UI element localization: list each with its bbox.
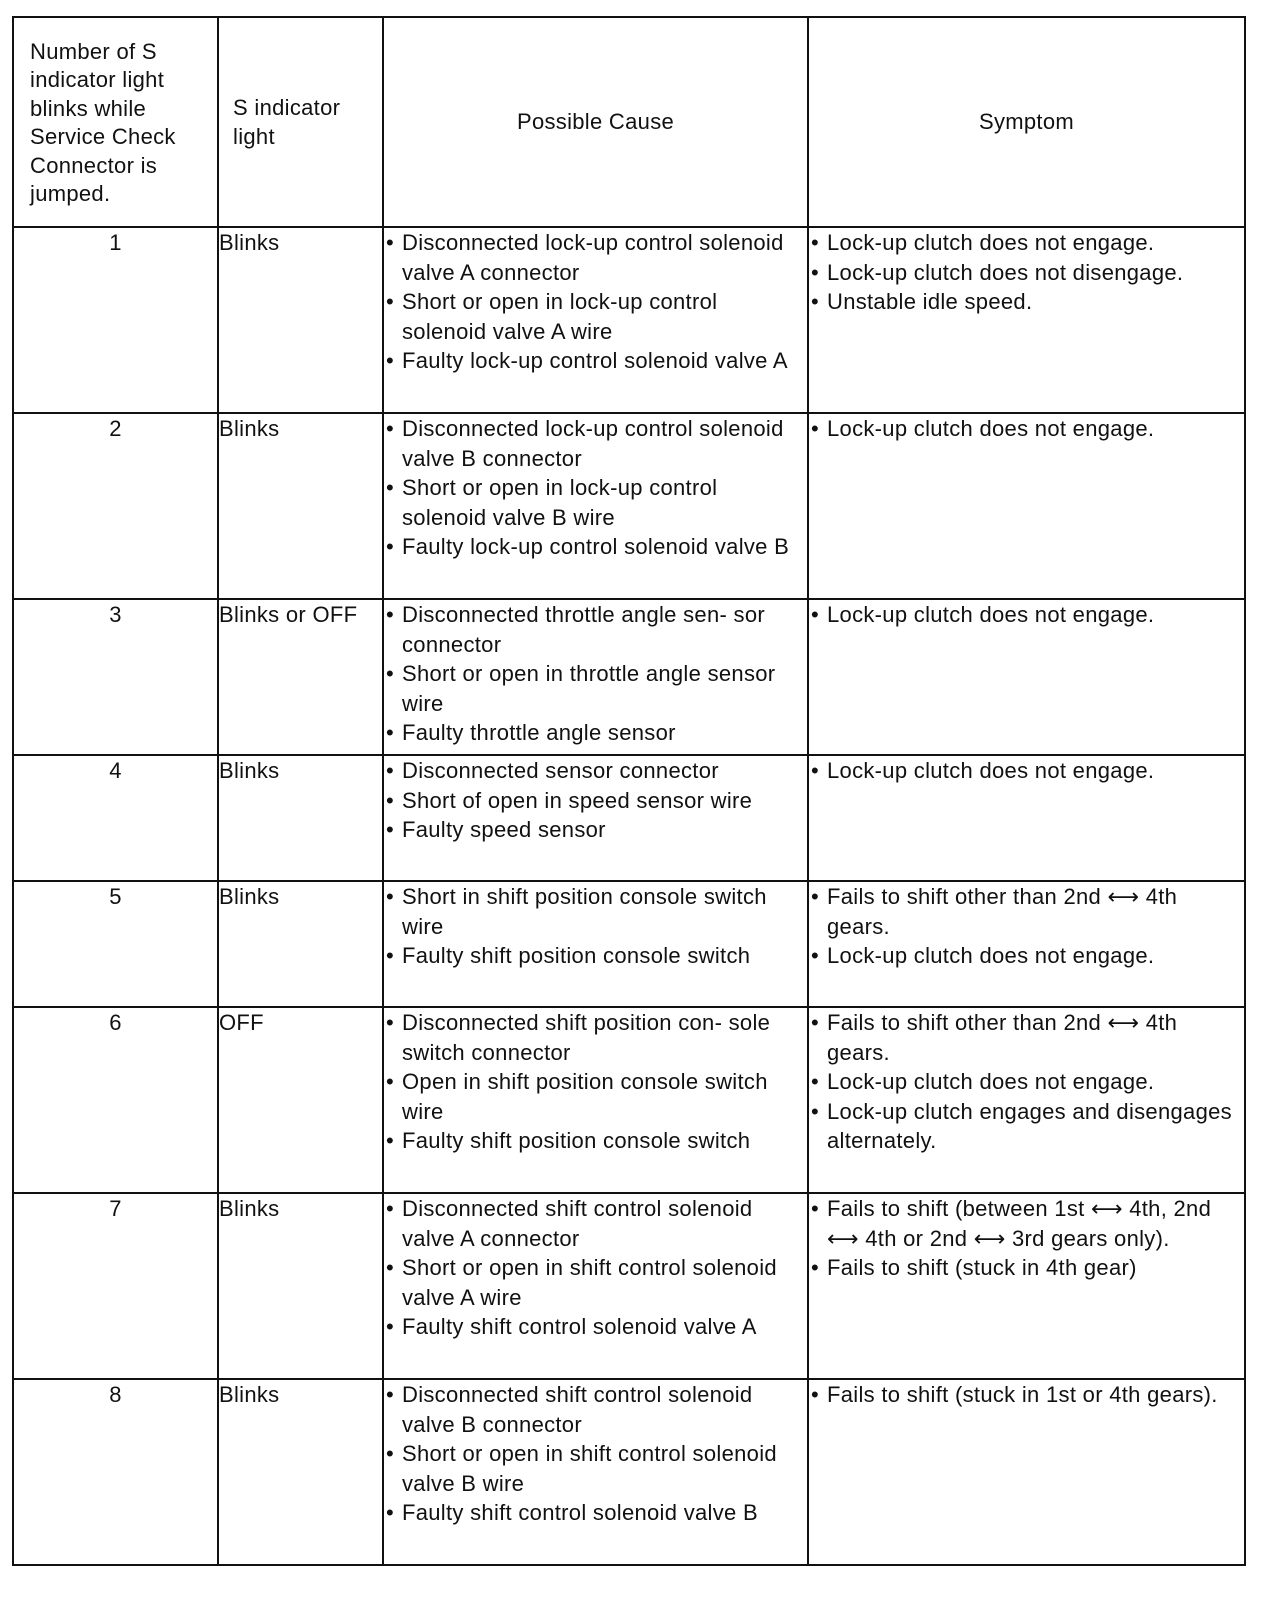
blink-count-cell: 6 (13, 1007, 218, 1193)
symptom-cell (808, 1007, 1245, 1193)
symptom-cell (808, 599, 1245, 755)
symptom-item: • Lock-up clutch does not engage. (809, 600, 1244, 630)
symptom-item: • Lock-up clutch does not engage. (809, 756, 1244, 786)
header-symptom: Symptom (808, 17, 1245, 227)
possible-cause-cell (383, 1379, 808, 1565)
cause-item: • Short or open in lock-up control solenoid valve A wire (384, 287, 807, 346)
symptom-cell (808, 755, 1245, 881)
cause-item: • Disconnected lock-up control solenoid valve A connector (384, 228, 807, 287)
cause-list (384, 1380, 807, 1528)
cause-item: • Faulty shift position console switch (384, 1126, 807, 1156)
cause-item: • Disconnected shift control solenoid valve A connector (384, 1194, 807, 1253)
table-row (13, 599, 1245, 755)
header-blink-count: Number of S indicator light blinks while Service Check Connector is jumped. (13, 17, 218, 227)
blink-count-cell: 7 (13, 1193, 218, 1379)
cause-item: • Faulty lock-up control solenoid valve A (384, 346, 807, 376)
possible-cause-cell (383, 755, 808, 881)
symptom-cell (808, 227, 1245, 413)
symptom-item: • Fails to shift (stuck in 1st or 4th gears). (809, 1380, 1244, 1410)
indicator-light-cell: Blinks (218, 881, 383, 1007)
table-body (13, 227, 1245, 1565)
indicator-light-cell: OFF (218, 1007, 383, 1193)
cause-item: • Disconnected shift control solenoid valve B connector (384, 1380, 807, 1439)
cause-item: • Faulty speed sensor (384, 815, 807, 845)
blink-count-cell: 3 (13, 599, 218, 755)
header-indicator-light: S indicator light (218, 17, 383, 227)
symptom-list (809, 600, 1244, 630)
symptom-item: • Fails to shift other than 2nd ⟷ 4th gears. (809, 882, 1244, 941)
cause-item: • Disconnected lock-up control solenoid valve B connector (384, 414, 807, 473)
cause-item: • Disconnected shift position con- sole switch connector (384, 1008, 807, 1067)
blink-count-cell: 4 (13, 755, 218, 881)
blink-count-cell: 1 (13, 227, 218, 413)
header-possible-cause: Possible Cause (383, 17, 808, 227)
symptom-list (809, 1380, 1244, 1410)
cause-item: • Short or open in throttle angle sensor wire (384, 659, 807, 718)
possible-cause-cell (383, 413, 808, 599)
indicator-light-cell: Blinks (218, 1193, 383, 1379)
symptom-item: • Lock-up clutch does not engage. (809, 941, 1244, 971)
table-row (13, 1007, 1245, 1193)
symptom-list (809, 882, 1244, 971)
blink-count-cell: 8 (13, 1379, 218, 1565)
blink-count-cell: 5 (13, 881, 218, 1007)
table-row (13, 881, 1245, 1007)
symptom-item: • Lock-up clutch does not engage. (809, 414, 1244, 444)
cause-list (384, 228, 807, 376)
symptom-item: • Fails to shift (stuck in 4th gear) (809, 1253, 1244, 1283)
possible-cause-cell (383, 227, 808, 413)
symptom-item: • Fails to shift other than 2nd ⟷ 4th gears. (809, 1008, 1244, 1067)
possible-cause-cell (383, 1193, 808, 1379)
cause-item: • Faulty shift position console switch (384, 941, 807, 971)
troubleshooting-table (12, 16, 1246, 1566)
cause-item: • Short of open in speed sensor wire (384, 786, 807, 816)
cause-item: • Short in shift position console switch wire (384, 882, 807, 941)
indicator-light-cell: Blinks or OFF (218, 599, 383, 755)
symptom-item: • Lock-up clutch does not disengage. (809, 258, 1244, 288)
cause-item: • Short or open in shift control solenoid valve B wire (384, 1439, 807, 1498)
table-row (13, 1379, 1245, 1565)
indicator-light-cell: Blinks (218, 413, 383, 599)
possible-cause-cell (383, 1007, 808, 1193)
symptom-list (809, 228, 1244, 317)
symptom-item: • Lock-up clutch does not engage. (809, 228, 1244, 258)
symptom-item: • Unstable idle speed. (809, 287, 1244, 317)
table-row (13, 755, 1245, 881)
indicator-light-cell: Blinks (218, 227, 383, 413)
symptom-cell (808, 1193, 1245, 1379)
blink-count-cell: 2 (13, 413, 218, 599)
table-row (13, 1193, 1245, 1379)
symptom-list (809, 1008, 1244, 1156)
cause-item: • Open in shift position console switch wire (384, 1067, 807, 1126)
symptom-list (809, 414, 1244, 444)
cause-list (384, 1008, 807, 1156)
symptom-item: • Fails to shift (between 1st ⟷ 4th, 2nd ⟷ 4th or 2nd ⟷ 3rd gears only). (809, 1194, 1244, 1253)
indicator-light-cell: Blinks (218, 1379, 383, 1565)
cause-item: • Faulty throttle angle sensor (384, 718, 807, 748)
cause-item: • Short or open in shift control solenoid valve A wire (384, 1253, 807, 1312)
symptom-cell (808, 413, 1245, 599)
cause-item: • Short or open in lock-up control solenoid valve B wire (384, 473, 807, 532)
possible-cause-cell (383, 881, 808, 1007)
symptom-item: • Lock-up clutch does not engage. (809, 1067, 1244, 1097)
troubleshooting-sheet (12, 16, 1244, 1566)
cause-item: • Disconnected throttle angle sen- sor connector (384, 600, 807, 659)
symptom-item: • Lock-up clutch engages and disengages alternately. (809, 1097, 1244, 1156)
symptom-cell (808, 1379, 1245, 1565)
cause-list (384, 756, 807, 845)
cause-item: • Disconnected sensor connector (384, 756, 807, 786)
possible-cause-cell (383, 599, 808, 755)
header-row (13, 17, 1245, 227)
table-row (13, 227, 1245, 413)
symptom-cell (808, 881, 1245, 1007)
cause-item: • Faulty shift control solenoid valve B (384, 1498, 807, 1528)
indicator-light-cell: Blinks (218, 755, 383, 881)
cause-list (384, 882, 807, 971)
cause-item: • Faulty shift control solenoid valve A (384, 1312, 807, 1342)
symptom-list (809, 756, 1244, 786)
cause-list (384, 600, 807, 748)
cause-item: • Faulty lock-up control solenoid valve B (384, 532, 807, 562)
table-row (13, 413, 1245, 599)
cause-list (384, 1194, 807, 1342)
cause-list (384, 414, 807, 562)
symptom-list (809, 1194, 1244, 1283)
